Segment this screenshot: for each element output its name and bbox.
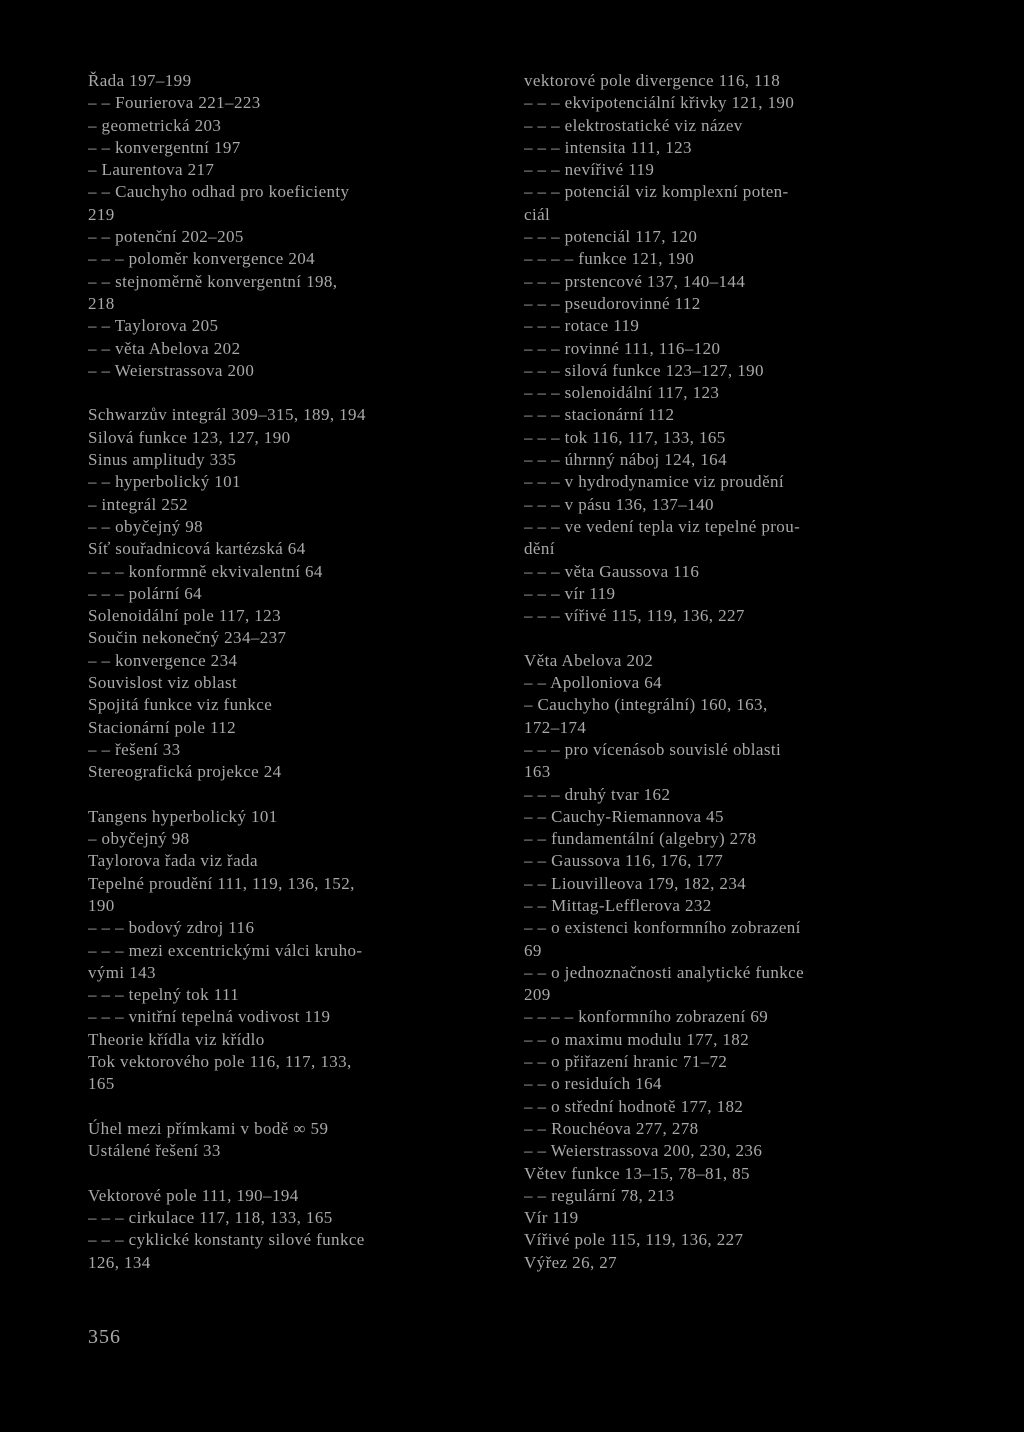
index-entry: – – Apolloniova 64 <box>524 673 663 693</box>
index-entry: – – – – konformního zobrazení 69 <box>524 1007 769 1027</box>
index-entry: – – Cauchyho odhad pro koeficienty <box>88 182 350 202</box>
index-entry: Úhel mezi přímkami v bodě ∞ 59 <box>88 1118 329 1138</box>
index-entry: Sinus amplitudy 335 <box>88 450 237 470</box>
index-entry: – – konvergence 234 <box>88 650 238 670</box>
index-entry: Vír 119 <box>524 1208 579 1228</box>
index-entry: 190 <box>88 895 115 915</box>
index-entry: – – – elektrostatické viz název <box>524 115 743 135</box>
section-gap <box>88 382 508 404</box>
index-entry: – integrál 252 <box>88 494 189 514</box>
index-entry: – – – silová funkce 123–127, 190 <box>524 360 764 380</box>
index-entry: ciál <box>524 204 551 224</box>
index-entry: 69 <box>524 940 542 960</box>
index-entry: – – – druhý tvar 162 <box>524 784 671 804</box>
index-entry: – – potenční 202–205 <box>88 227 244 247</box>
index-entry: – – – vnitřní tepelná vodivost 119 <box>88 1007 331 1027</box>
index-entry: – – řešení 33 <box>88 739 181 759</box>
index-entry: – – věta Abelova 202 <box>88 338 241 358</box>
index-entry: – obyčejný 98 <box>88 829 190 849</box>
index-entry: – – – polární 64 <box>88 583 203 603</box>
index-entry: Spojitá funkce viz funkce <box>88 695 273 715</box>
index-entry: – – o střední hodnotě 177, 182 <box>524 1096 744 1116</box>
index-entry: Větev funkce 13–15, 78–81, 85 <box>524 1163 750 1183</box>
index-entry: – – o jednoznačnosti analytické funkce <box>524 962 805 982</box>
index-entry: – – regulární 78, 213 <box>524 1185 675 1205</box>
index-column-right <box>524 70 944 1274</box>
index-entry: – – – vířivé 115, 119, 136, 227 <box>524 606 745 626</box>
section-gap <box>88 1096 508 1118</box>
index-entry: – – – cyklické konstanty silové funkce <box>88 1230 365 1250</box>
index-entry: 209 <box>524 985 551 1005</box>
index-entry: – – – prstencové 137, 140–144 <box>524 271 746 291</box>
index-entry: – – hyperbolický 101 <box>88 472 241 492</box>
index-entry: – – – ve vedení tepla viz tepelné prou- <box>524 516 801 536</box>
index-entry: – Laurentova 217 <box>88 160 215 180</box>
index-entry: – – obyčejný 98 <box>88 516 204 536</box>
index-entry: Tangens hyperbolický 101 <box>88 806 278 826</box>
index-entry: 218 <box>88 293 115 313</box>
index-entry: – – – konformně ekvivalentní 64 <box>88 561 323 581</box>
index-entry: Ustálené řešení 33 <box>88 1141 221 1161</box>
index-entry: – – fundamentální (algebry) 278 <box>524 829 757 849</box>
index-entry: – – – poloměr konvergence 204 <box>88 249 316 269</box>
index-entry: – – o přiřazení hranic 71–72 <box>524 1052 728 1072</box>
index-entry: – – – potenciál 117, 120 <box>524 227 698 247</box>
index-entry: 172–174 <box>524 717 587 737</box>
index-entry: – – Liouvilleova 179, 182, 234 <box>524 873 747 893</box>
index-entry: – – stejnoměrně konvergentní 198, <box>88 271 338 291</box>
index-entry: – – – pseudorovinné 112 <box>524 293 701 313</box>
index-entry: – – – vír 119 <box>524 583 616 603</box>
page-number: 356 <box>88 1326 121 1348</box>
index-entry: Theorie křídla viz křídlo <box>88 1029 265 1049</box>
index-entry: – – – v hydrodynamice viz proudění <box>524 472 785 492</box>
index-entry: – – – pro vícenásob souvislé oblasti <box>524 739 782 759</box>
index-entry: – – – věta Gaussova 116 <box>524 561 700 581</box>
index-entry: Solenoidální pole 117, 123 <box>88 606 281 626</box>
index-entry: – – Gaussova 116, 176, 177 <box>524 851 724 871</box>
index-entry: vektorové pole divergence 116, 118 <box>524 71 781 90</box>
index-entry: 163 <box>524 762 551 782</box>
index-entry: – – – potenciál viz komplexní poten- <box>524 182 789 202</box>
index-entry: – – – ekvipotenciální křivky 121, 190 <box>524 93 795 113</box>
index-entry: – – Fourierova 221–223 <box>88 93 261 113</box>
index-entry: Vektorové pole 111, 190–194 <box>88 1185 299 1205</box>
index-entry: – – – mezi excentrickými válci kruho- <box>88 940 363 960</box>
index-entry: Součin nekonečný 234–237 <box>88 628 287 648</box>
index-entry: – – Taylorova 205 <box>88 316 219 336</box>
index-entry: – – – intensita 111, 123 <box>524 137 692 157</box>
index-entry: – – – nevířivé 119 <box>524 160 655 180</box>
index-entry: Schwarzův integrál 309–315, 189, 194 <box>88 405 366 425</box>
index-entry: – geometrická 203 <box>88 115 222 135</box>
index-entry: – – – bodový zdroj 116 <box>88 918 255 938</box>
index-entry: 126, 134 <box>88 1252 151 1272</box>
index-entry: dění <box>524 539 555 559</box>
index-entry: – – – cirkulace 117, 118, 133, 165 <box>88 1208 333 1228</box>
index-entry: Stereografická projekce 24 <box>88 762 282 782</box>
index-entry: Vířivé pole 115, 119, 136, 227 <box>524 1230 744 1250</box>
index-entry: – – Mittag-Lefflerova 232 <box>524 895 712 915</box>
index-entry: – – – rotace 119 <box>524 316 640 336</box>
index-column-left <box>88 70 508 1274</box>
section-gap <box>88 784 508 806</box>
index-entry: Síť souřadnicová kartézská 64 <box>88 539 306 559</box>
index-entry: – – Cauchy-Riemannova 45 <box>524 806 724 826</box>
index-entry: 219 <box>88 204 115 224</box>
index-entry: Výřez 26, 27 <box>524 1252 618 1272</box>
index-entry: Silová funkce 123, 127, 190 <box>88 427 291 447</box>
index-entry: Souvislost viz oblast <box>88 673 238 693</box>
index-entry: – – – rovinné 111, 116–120 <box>524 338 721 358</box>
index-entry: – – Weierstrassova 200 <box>88 360 255 380</box>
index-entry: – – – tepelný tok 111 <box>88 985 240 1005</box>
index-entry: Tepelné proudění 111, 119, 136, 152, <box>88 873 355 893</box>
index-entry: – Cauchyho (integrální) 160, 163, <box>524 695 768 715</box>
index-entry: – – – v pásu 136, 137–140 <box>524 494 714 514</box>
index-entry: 165 <box>88 1074 115 1094</box>
index-entry: – – – úhrnný náboj 124, 164 <box>524 450 727 470</box>
index-entry: – – konvergentní 197 <box>88 137 241 157</box>
index-entry: Věta Abelova 202 <box>524 650 654 670</box>
index-entry: – – – stacionární 112 <box>524 405 675 425</box>
index-entry: – – o maximu modulu 177, 182 <box>524 1029 750 1049</box>
index-entry: Taylorova řada viz řada <box>88 851 258 871</box>
index-entry: – – – – funkce 121, 190 <box>524 249 695 269</box>
index-entry: – – Weierstrassova 200, 230, 236 <box>524 1141 763 1161</box>
index-entry: – – – solenoidální 117, 123 <box>524 383 720 403</box>
index-entry: – – – tok 116, 117, 133, 165 <box>524 427 726 447</box>
index-entry: Řada 197–199 <box>88 71 192 90</box>
index-entry: – – o existenci konformního zobrazení <box>524 918 801 938</box>
index-entry: Tok vektorového pole 116, 117, 133, <box>88 1052 352 1072</box>
index-entry: vými 143 <box>88 962 156 982</box>
index-entry: Stacionární pole 112 <box>88 717 237 737</box>
index-entry: – – o residuích 164 <box>524 1074 662 1094</box>
section-gap <box>524 627 944 649</box>
section-gap <box>88 1163 508 1185</box>
index-entry: – – Rouchéova 277, 278 <box>524 1118 699 1138</box>
